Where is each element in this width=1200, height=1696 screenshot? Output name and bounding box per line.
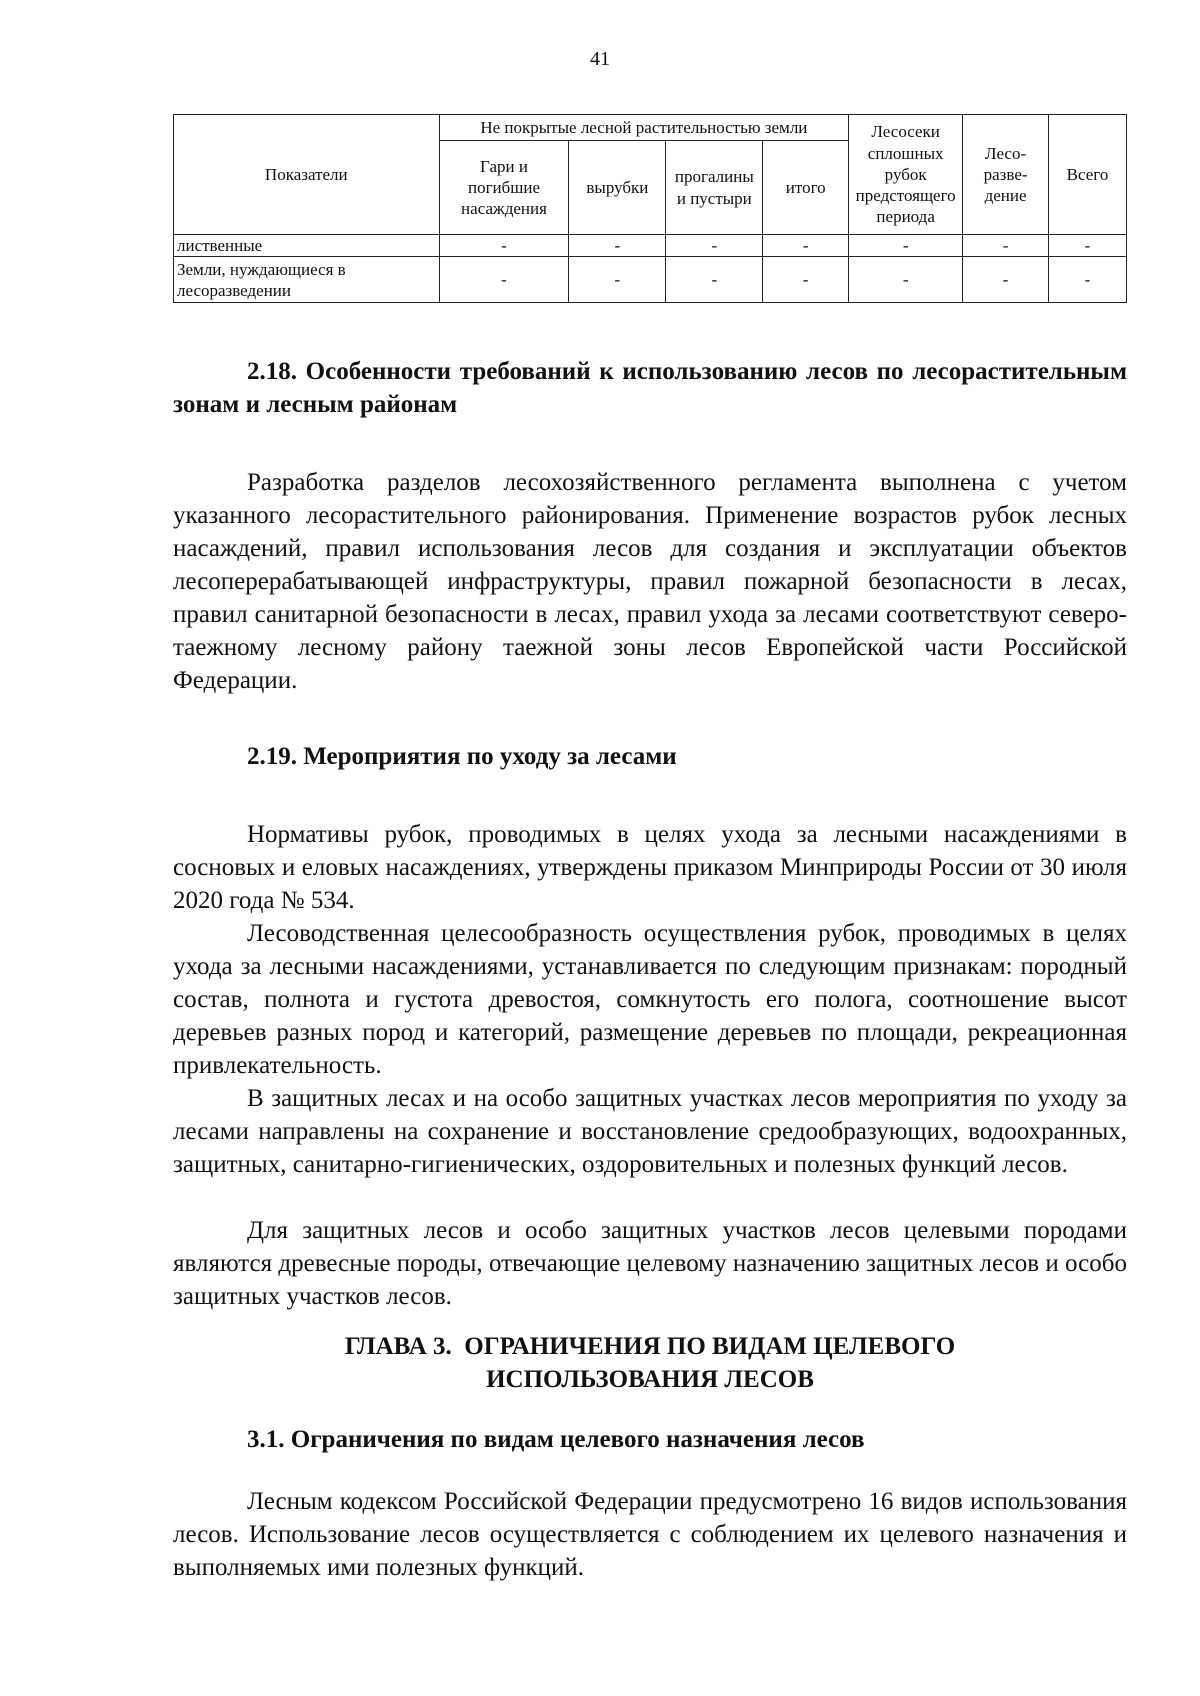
header-cutovers: вырубки [569,141,666,235]
table-cell: - [849,257,963,303]
section-2-18-paragraph: Разработка разделов лесохозяйственного регламента выполнена с учетом указанного лесорастительного районирования. Применение возрастов рубок лесных насаждений, правил использования лесов для создания и эксплуатации объектов лесоперерабатывающей инфраструктуры, правил пожарной безопасности в лесах, правил санитарной безопасности в лесах, правил ухода за лесами соответствуют северо-таежному лесному району таежной зоны лесов Европейской части Российской Федерации. [173,469,1127,694]
header-subtotal: итого [763,141,849,235]
chapter-3-title [173,1330,1127,1396]
table-cell: - [963,257,1049,303]
table-cell: - [1049,235,1127,257]
table-cell: - [569,235,666,257]
table-cell: - [849,235,963,257]
table-cell: - [763,257,849,303]
section-2-19-paragraph-3: В защитных лесах и на особо защитных участках лесов мероприятия по уходу за лесами направлены на сохранение и восстановление средообразующих, водоохранных, защитных, санитарно-гигиенических, оздоровительных и полезных функций лесов. [173,1085,1127,1178]
table-row [174,257,1127,303]
table-cell: - [763,235,849,257]
table-cell: - [1049,257,1127,303]
table-cell: - [439,257,569,303]
table-cell: - [569,257,666,303]
forest-lands-table [173,114,1127,303]
header-burns: Гари и погибшие насаждения [439,141,569,235]
table-cell: - [666,257,763,303]
header-total: Всего [1049,115,1127,235]
table-cell: - [439,235,569,257]
table-cell: - [666,235,763,257]
chapter-3-title-line-1: ГЛАВА 3. ОГРАНИЧЕНИЯ ПО ВИДАМ ЦЕЛЕВОГО [344,1333,956,1360]
page-number: 41 [590,48,610,70]
section-2-19-paragraph-2: Лесоводственная целесообразность осуществления рубок, проводимых в целях ухода за лесными насаждениями, устанавливается по следующим признакам: породный состав, полнота и густота древостоя, сомкнутость его полога, соотношение высот деревьев разных пород и категорий, размещение деревьев по площади, рекреационная привлекательность. [173,920,1127,1079]
row-label: лиственные [174,235,440,257]
header-unforested-lands: Не покрытые лесной растительностью земли [439,115,849,141]
section-2-19-paragraph-4: Для защитных лесов и особо защитных участков лесов целевыми породами являются древесные породы, отвечающие целевому назначению защитных лесов и особо защитных участков лесов. [173,1217,1127,1310]
chapter-3-title-line-2: ИСПОЛЬЗОВАНИЯ ЛЕСОВ [486,1366,814,1393]
header-clearcut-areas: Лесосеки сплошных рубок предстоящего периода [849,115,963,235]
section-2-18-title: 2.18. Особенности требований к использованию лесов по лесорастительным зонам и лесным районам [173,358,1127,418]
section-2-19-title: 2.19. Мероприятия по уходу за лесами [247,743,677,770]
header-indicators: Показатели [174,115,440,235]
table-row [174,235,1127,257]
header-reforestation: Лесо-разве-дение [963,115,1049,235]
row-label: Земли, нуждающиеся в лесоразведении [174,257,440,303]
header-glades: прогалины и пустыри [666,141,763,235]
section-3-1-paragraph: Лесным кодексом Российской Федерации предусмотрено 16 видов использования лесов. Использование лесов осуществляется с соблюдением их целевого назначения и выполняемых ими полезных функций. [173,1488,1127,1581]
section-2-19-paragraph-1: Нормативы рубок, проводимых в целях ухода за лесными насаждениями в сосновых и еловых насаждениях, утверждены приказом Минприроды России от 30 июля 2020 года № 534. [173,821,1127,914]
section-3-1-title: 3.1. Ограничения по видам целевого назначения лесов [247,1426,865,1453]
table-cell: - [963,235,1049,257]
